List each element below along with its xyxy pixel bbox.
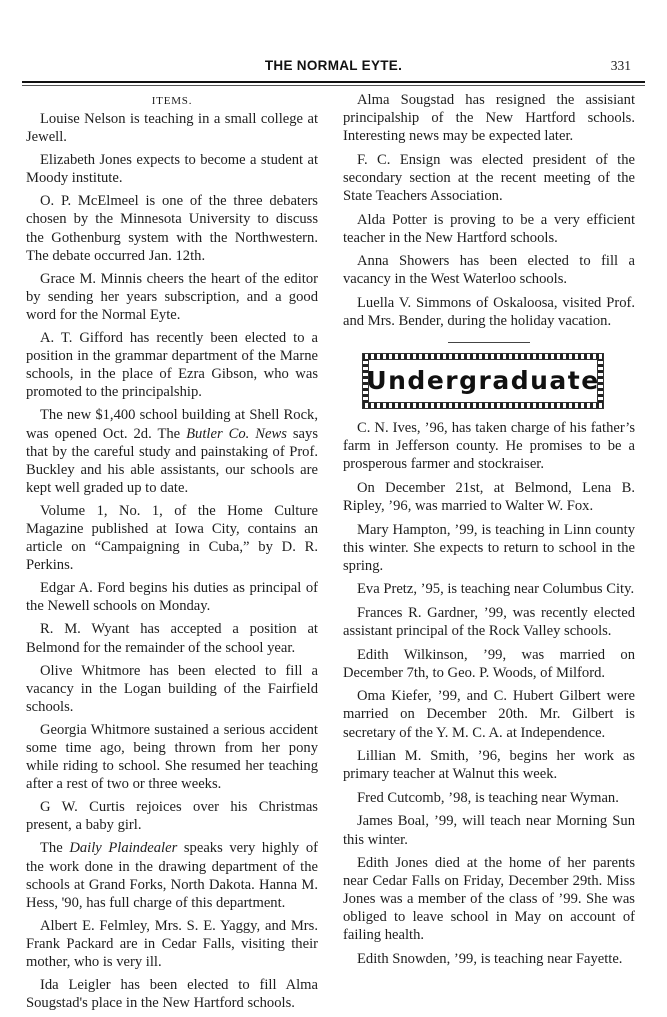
news-item: Grace M. Minnis cheers the heart of the editor by sending her years subscription, and a good word for the Normal Eyte. [26,270,318,323]
news-item: Edith Jones died at the home of her parents near Cedar Falls on Friday, December 29th. Miss Jones was a member of the class of ’99. She was obliged to leave school in May on account of failing health. [343,855,635,944]
banner-title: Undergraduate [366,366,600,396]
news-item: Olive Whitmore has been elected to fill a vacancy in the Logan building of the Fairfield schools. [26,662,318,715]
news-item: Oma Kiefer, ’99, and C. Hubert Gilbert were married on December 20th. Mr. Gilbert is secretary of the Y. M. C. A. at Independence. [343,688,635,741]
news-item: Fred Cutcomb, ’98, is teaching near Wyman. [357,789,619,806]
banner-frame [368,359,598,403]
news-item [26,406,318,496]
news-item: Elizabeth Jones expects to become a student at Moody institute. [26,152,318,187]
news-item: Eva Pretz, ’95, is teaching near Columbus City. [357,581,635,598]
item-text: speaks very highly of the work done in the drawing department of the schools at Grand Forks, North Dakota. Hanna M. Hess, '90, has full charge of this department. [26,840,318,911]
news-item [26,839,318,911]
item-text: The [40,840,70,857]
item-text: says that by the careful study and painstaking of Prof. Buckley and his able assistants, our schools are kept well graded up to date. [26,425,319,496]
item-text: The new $1,400 school building at Shell Rock, was opened Oct. 2d. The [26,407,318,442]
news-item: James Boal, ’99, will teach near Morning Sun this winter. [343,813,635,848]
news-item: Ida Leigler has been elected to fill Alma Sougstad's place in the New Hartford schools. [26,977,318,1012]
left-column [26,93,318,1017]
news-item: Alda Potter is proving to be a very efficient teacher in the New Hartford schools. [343,211,635,246]
section-divider [448,342,530,343]
news-item: R. M. Wyant has accepted a position at Belmond for the remainder of the school year. [26,621,318,656]
page-header [22,58,645,78]
news-item: Volume 1, No. 1, of the Home Culture Magazine published at Iowa City, contains an article on “Campaigning in Cuba,” by D. R. Perkins. [26,502,318,574]
news-item: O. P. McElmeel is one of the three debaters chosen by the Minnesota University to discuss the Gothenburg system with the Northwestern. The debate occurred Jan. 12th. [26,193,318,264]
news-item: Lillian M. Smith, ’96, begins her work as primary teacher at Walnut this week. [343,748,635,783]
news-item: Frances R. Gardner, ’99, was recently elected assistant principal of the Rock Valley schools. [343,604,635,640]
page-number: 331 [610,58,631,73]
news-item: Anna Showers has been elected to fill a vacancy in the West Waterloo schools. [343,253,635,288]
news-item: C. N. Ives, ’96, has taken charge of his father’s farm in Jefferson county. He promises to be a prosperous farmer and stockraiser. [343,420,635,473]
news-item: Luella V. Simmons of Oskaloosa, visited Prof. and Mrs. Bender, during the holiday vacation. [343,294,635,330]
newspaper-title: Daily Plaindealer [69,840,178,857]
news-item: Edith Snowden, ’99, is teaching near Fayette. [357,951,623,968]
section-heading-items: ITEMS. [151,95,193,107]
news-item: Edith Wilkinson, ’99, was married on December 7th, to Geo. P. Woods, of Milford. [343,646,635,681]
undergraduate-banner [362,353,604,409]
header-rule [22,81,645,83]
news-item: Edgar A. Ford begins his duties as principal of the Newell schools on Monday. [26,580,318,615]
newspaper-title: Butler Co. News [186,425,287,442]
header-rule-thin [22,85,645,86]
news-item: G W. Curtis rejoices over his Christmas present, a baby girl. [26,799,318,834]
news-item: F. C. Ensign was elected president of the secondary section at the recent meeting of the State Teachers Association. [343,151,635,204]
news-item: On December 21st, at Belmond, Lena B. Ripley, ’96, was married to Walter W. Fox. [343,479,635,514]
news-item: A. T. Gifford has recently been elected to a position in the grammar department of the Marne schools, in the place of Ezra Gibson, who was promoted to the principalship. [26,330,318,401]
news-item: Albert E. Felmley, Mrs. S. E. Yaggy, and Mrs. Frank Packard are in Cedar Falls, visiting their mother, who is very ill. [26,917,318,971]
right-column [343,91,635,974]
news-item: Georgia Whitmore sustained a serious accident some time ago, being thrown from her pony while riding to school. She resumed her teaching after a rest of two or three weeks. [26,721,318,793]
running-title: THE NORMAL EYTE. [264,58,403,73]
news-item: Mary Hampton, ’99, is teaching in Linn county this winter. She expects to return to school in the spring. [343,521,635,574]
news-item: Louise Nelson is teaching in a small college at Jewell. [26,111,318,146]
news-item: Alma Sougstad has resigned the assisiant principalship of the New Hartford schools. Interesting news may be expected later. [343,92,635,145]
